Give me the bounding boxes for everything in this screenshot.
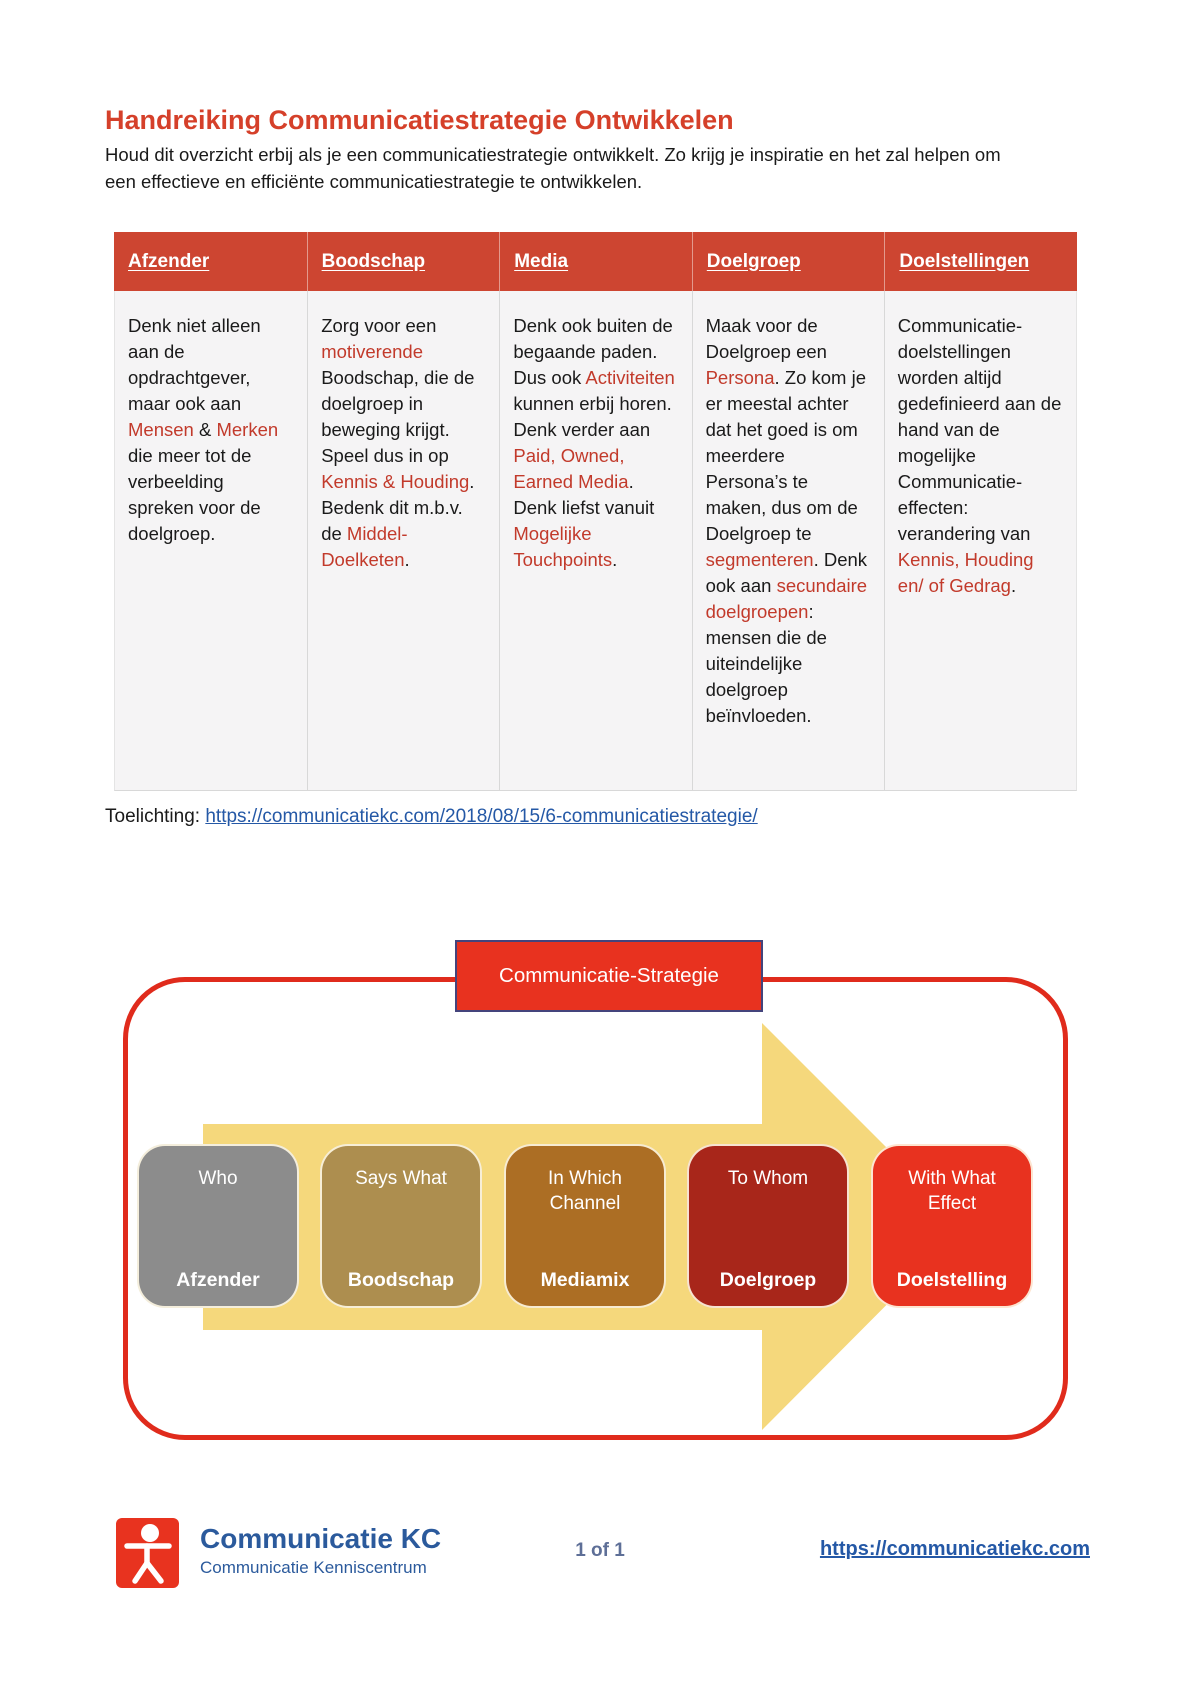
table-header-row <box>114 232 1077 291</box>
diagram-title: Communicatie-Strategie <box>455 940 763 1012</box>
table-cell-afzender: Denk niet alleen aan de opdrachtgever, maar ook aan Mensen & Merken die meer tot de verbeelding spreken voor de doelgroep. <box>128 315 279 544</box>
footer-link[interactable]: https://communicatiekc.com <box>819 1538 1090 1560</box>
diagram-box-doelgroep <box>687 1144 849 1308</box>
box-top-label: Says What <box>355 1168 447 1189</box>
box-top-label: Who <box>198 1168 238 1189</box>
box-bottom-label: Afzender <box>176 1269 260 1291</box>
page-number: 1 of 1 <box>575 1540 625 1561</box>
diagram-box-afzender <box>137 1144 299 1308</box>
box-top-label: In Which Channel <box>548 1168 622 1214</box>
table-header-boodschap: Boodschap <box>307 232 500 291</box>
box-bottom-label: Mediamix <box>540 1269 630 1291</box>
diagram-box-doelstelling <box>871 1144 1033 1308</box>
box-top-label: To Whom <box>727 1168 809 1189</box>
toelichting-link[interactable]: https://communicatiekc.com/2018/08/15/6-communicatiestrategie/ <box>205 806 758 827</box>
table-header-doelgroep: Doelgroep <box>692 232 885 291</box>
strategy-table <box>114 232 1077 791</box>
box-bottom-label: Doelgroep <box>719 1269 817 1291</box>
table-body-row <box>114 291 1077 791</box>
table-cell-doelstellingen: Communicatie-doelstellingen worden altijd gedefinieerd aan de hand van de mogelijke Communicatie-effecten: verandering van Kennis, Houding en/ of Gedrag. <box>884 291 1076 790</box>
brand-logo <box>116 1518 179 1588</box>
person-icon <box>116 1518 179 1588</box>
box-top-label: With What Effect <box>908 1168 996 1214</box>
table-header-afzender: Afzender <box>128 250 210 272</box>
toelichting-label: Toelichting: <box>105 806 206 827</box>
table-cell-doelgroep: Maak voor de Doelgroep een Persona. Zo kom je er meestal achter dat het goed is om meerdere Persona’s te maken, dus om de Doelgroep te segmenteren. Denk ook aan secundaire doelgroepen: mensen die de uiteindelijke doelgroep beïnvloeden. <box>692 291 884 790</box>
diagram-box-mediamix <box>504 1144 666 1308</box>
box-bottom-label: Boodschap <box>347 1269 455 1291</box>
table-header-doelstellingen: Doelstellingen <box>884 232 1077 291</box>
box-bottom-label: Doelstelling <box>896 1269 1008 1291</box>
table-header-media: Media <box>499 232 692 291</box>
diagram-box-boodschap <box>320 1144 482 1308</box>
brand-name: Communicatie KC <box>200 1523 442 1554</box>
intro-text: Houd dit overzicht erbij als je een communicatiestrategie ontwikkelt. Zo krijg je inspiratie en het zal helpen om een effectieve en efficiënte communicatiestrategie te ontwikkelen. <box>105 144 1001 192</box>
page-title: Handreiking Communicatiestrategie Ontwikkelen <box>105 105 734 135</box>
table-cell-boodschap: Zorg voor een motiverende Boodschap, die de doelgroep in beweging krijgt. Speel dus in op Kennis & Houding. Bedenk dit m.b.v. de Middel-Doelketen. <box>307 291 499 790</box>
brand-subtitle: Communicatie Kenniscentrum <box>200 1558 427 1577</box>
toelichting-line <box>105 806 758 828</box>
table-cell-media: Denk ook buiten de begaande paden. Dus ook Activiteiten kunnen erbij horen. Denk verder aan Paid, Owned, Earned Media. Denk liefst vanuit Mogelijke Touchpoints. <box>499 291 691 790</box>
brand-block <box>200 1522 441 1579</box>
